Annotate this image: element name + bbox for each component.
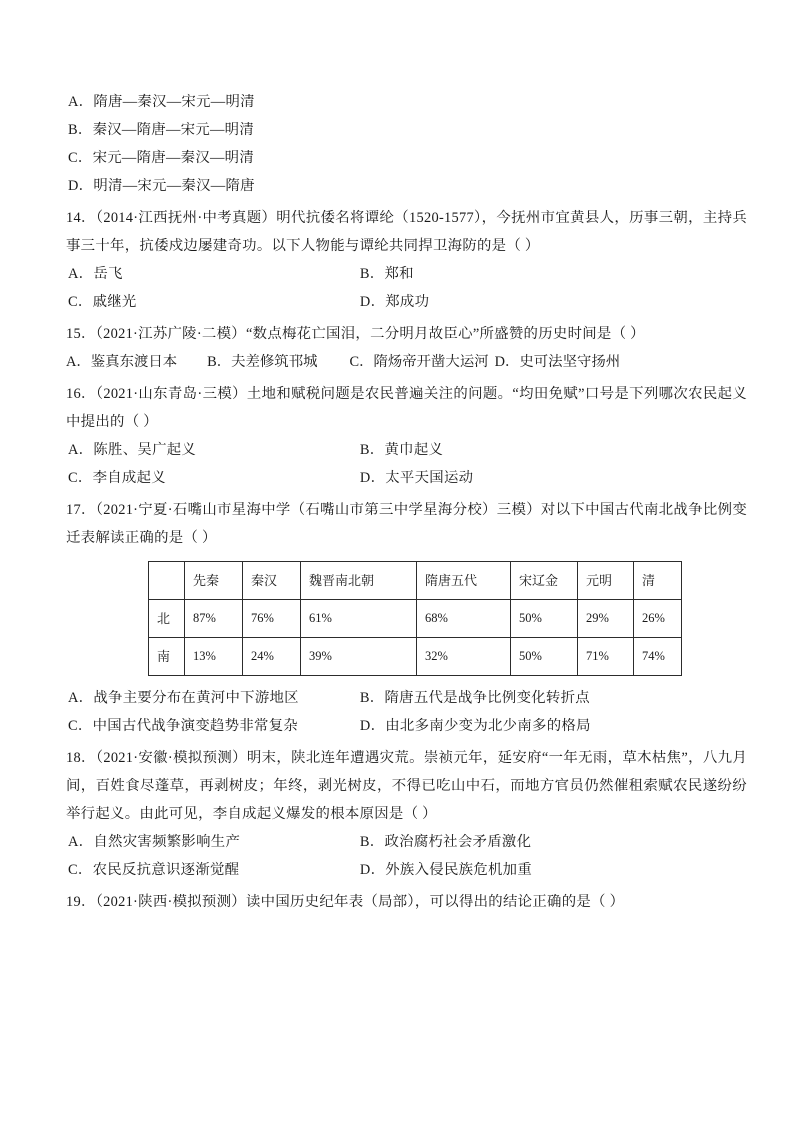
question-17-option-row-1 (66, 684, 747, 712)
cell-south-xianqin: 13% (185, 638, 243, 676)
table-header-song-liao-jin: 宋辽金 (511, 562, 578, 600)
option-c[interactable]: C．农民反抗意识逐渐觉醒 (68, 862, 240, 878)
option-c[interactable]: C．中国古代战争演变趋势非常复杂 (68, 718, 299, 734)
table-header-yuanming: 元明 (578, 562, 634, 600)
question-15-stem: 15．（2021·江苏广陵·二模）“数点梅花亡国泪，二分明月故臣心”所盛赞的历史时间是（ ） (66, 326, 645, 342)
question-17-option-row-2 (66, 712, 747, 740)
cell-north-weijin: 61% (301, 600, 417, 638)
option-d[interactable]: D．由北多南少变为北少南多的格局 (359, 718, 591, 734)
option-b[interactable]: B．政治腐朽社会矛盾激化 (359, 834, 532, 850)
question-14-option-row-2 (66, 288, 747, 316)
option-line-a[interactable]: A．隋唐—秦汉—宋元—明清 (68, 94, 255, 110)
cell-south-songliaojin: 50% (511, 638, 578, 676)
option-b[interactable]: B．隋唐五代是战争比例变化转折点 (359, 690, 590, 706)
cell-south-qing: 74% (634, 638, 682, 676)
option-line-c[interactable]: C．宋元—隋唐—秦汉—明清 (68, 150, 255, 166)
question-19-stem: 19．（2021·陕西·模拟预测）读中国历史纪年表（局部），可以得出的结论正确的是（ ） (66, 894, 625, 910)
row-label-north: 北 (149, 600, 185, 638)
question-18-option-row-1 (66, 828, 747, 856)
option-c[interactable]: C．李自成起义 (68, 470, 166, 486)
war-ratio-table-wrapper (66, 561, 747, 676)
question-18-stem: 18．（2021·安徽·模拟预测）明末，陕北连年遭遇灾荒。崇祯元年，延安府“一年无雨，草木枯焦”，八九月间，百姓食尽蓬草，再剥树皮；年终，剥光树皮，不得已吃山中石，而地方官员仍然催租索赋农民遂纷纷举行起义。由此可见，李自成起义爆发的根本原因是（ ） (66, 750, 747, 822)
cell-south-weijin: 39% (301, 638, 417, 676)
table-row-north (149, 600, 682, 638)
question-16-option-row-1 (66, 436, 747, 464)
option-d[interactable]: D．郑成功 (359, 294, 430, 310)
option-c[interactable]: C．隋炀帝开凿大运河 (349, 354, 489, 370)
table-header-row (149, 562, 682, 600)
option-a[interactable]: A．鉴真东渡日本 (66, 354, 178, 370)
cell-north-suitang: 68% (417, 600, 511, 638)
option-a[interactable]: A．岳飞 (68, 266, 123, 282)
cell-north-qing: 26% (634, 600, 682, 638)
table-row-south (149, 638, 682, 676)
table-header-xianqin: 先秦 (185, 562, 243, 600)
table-corner-cell (149, 562, 185, 600)
option-line-b[interactable]: B．秦汉—隋唐—宋元—明清 (68, 122, 255, 138)
option-d[interactable]: D．太平天国运动 (359, 470, 474, 486)
option-c[interactable]: C．戚继光 (68, 294, 137, 310)
question-17 (66, 496, 747, 740)
table-header-suitang-wudai: 隋唐五代 (417, 562, 511, 600)
war-ratio-table (148, 561, 682, 676)
option-a[interactable]: A．战争主要分布在黄河中下游地区 (68, 690, 299, 706)
option-a[interactable]: A．自然灾害频繁影响生产 (68, 834, 241, 850)
cell-north-yuanming: 29% (578, 600, 634, 638)
cell-south-yuanming: 71% (578, 638, 634, 676)
cell-north-xianqin: 87% (185, 600, 243, 638)
question-13-options-group (66, 88, 747, 200)
option-d[interactable]: D．史可法坚守扬州 (494, 354, 621, 370)
option-d[interactable]: D．外族入侵民族危机加重 (359, 862, 533, 878)
table-header-qing: 清 (634, 562, 682, 600)
question-14 (66, 204, 747, 316)
cell-north-songliaojin: 50% (511, 600, 578, 638)
question-14-option-row-1 (66, 260, 747, 288)
table-header-qinhan: 秦汉 (243, 562, 301, 600)
cell-south-suitang: 32% (417, 638, 511, 676)
question-14-stem: 14．（2014·江西抚州·中考真题）明代抗倭名将谭纶（1520-1577），今抚州市宜黄县人，历事三朝，主持兵事三十年，抗倭戍边屡建奇功。以下人物能与谭纶共同捍卫海防的是（ ） (66, 210, 747, 254)
option-b[interactable]: B．郑和 (359, 266, 414, 282)
table-header-weijin-nanbeichao: 魏晋南北朝 (301, 562, 417, 600)
option-a[interactable]: A．陈胜、吴广起义 (68, 442, 197, 458)
option-line-d[interactable]: D．明清—宋元—秦汉—隋唐 (68, 178, 255, 194)
question-15 (66, 320, 747, 376)
question-18-option-row-2 (66, 856, 747, 884)
question-19 (66, 888, 747, 916)
option-b[interactable]: B．夫差修筑邗城 (207, 354, 318, 370)
cell-south-qinhan: 24% (243, 638, 301, 676)
cell-north-qinhan: 76% (243, 600, 301, 638)
row-label-south: 南 (149, 638, 185, 676)
question-16-option-row-2 (66, 464, 747, 492)
question-17-stem: 17．（2021·宁夏·石嘴山市星海中学（石嘴山市第三中学星海分校）三模）对以下中国古代南北战争比例变迁表解读正确的是（ ） (66, 502, 747, 546)
option-b[interactable]: B．黄巾起义 (359, 442, 444, 458)
question-16 (66, 380, 747, 492)
question-16-stem: 16．（2021·山东青岛·三模）土地和赋税问题是农民普遍关注的问题。“均田免赋”口号是下列哪次农民起义中提出的（ ） (66, 386, 747, 430)
question-18 (66, 744, 747, 884)
question-15-options (66, 348, 747, 376)
